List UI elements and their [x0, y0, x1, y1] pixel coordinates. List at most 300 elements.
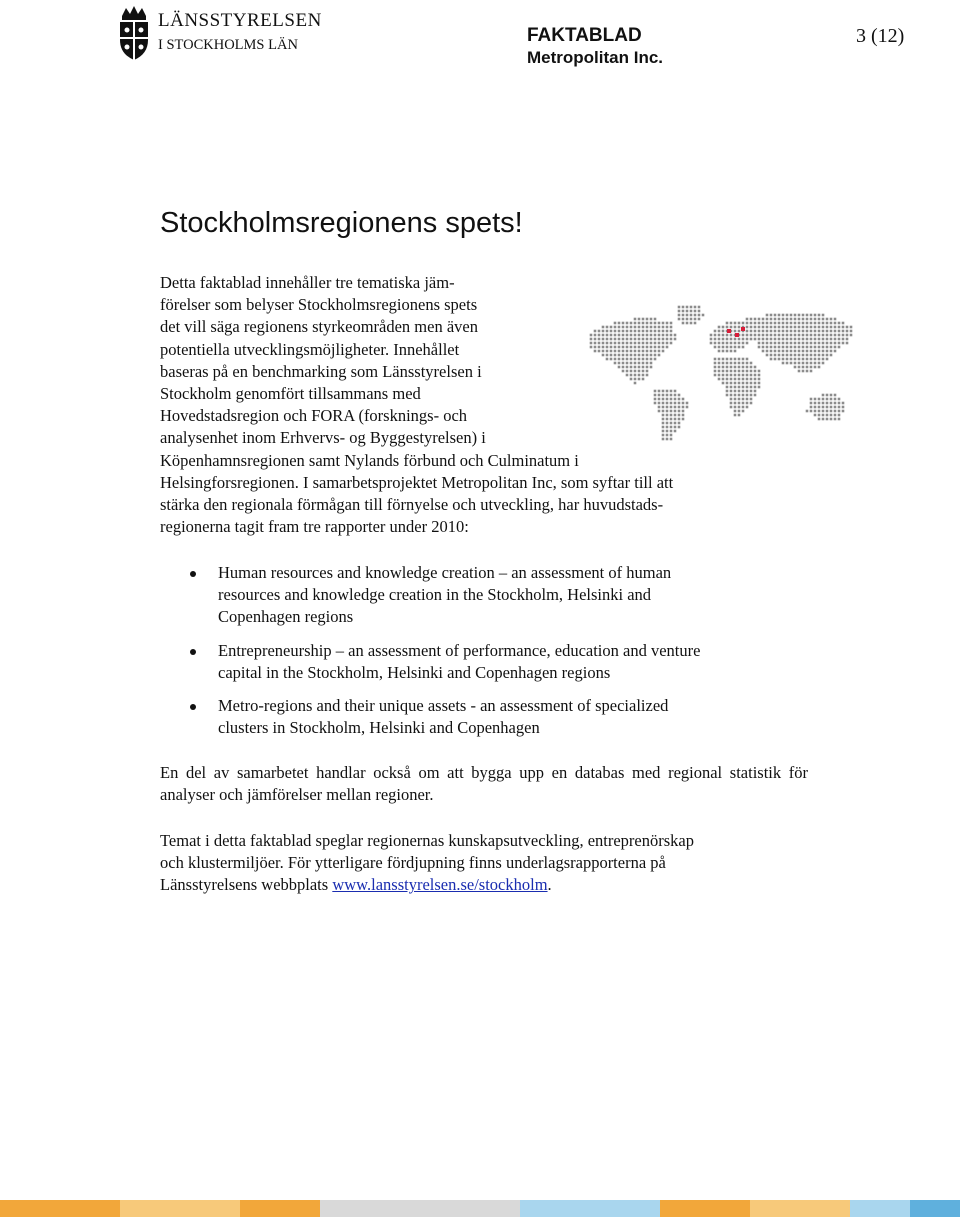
map-dot [842, 410, 845, 413]
map-dot [818, 326, 821, 329]
footer-color-segment [750, 1200, 850, 1217]
map-dot [814, 330, 817, 333]
map-dot [806, 334, 809, 337]
map-dot [790, 338, 793, 341]
intro-line: Stockholm genomfört tillsammans med [160, 384, 421, 404]
map-dot [782, 330, 785, 333]
map-dot [830, 418, 833, 421]
map-dot [818, 398, 821, 401]
map-dot [826, 342, 829, 345]
map-dot [838, 398, 841, 401]
map-dot [810, 338, 813, 341]
map-dot [826, 326, 829, 329]
map-dot [814, 350, 817, 353]
map-dot [770, 322, 773, 325]
map-dot [774, 354, 777, 357]
map-dot [782, 354, 785, 357]
footer-color-segment [320, 1200, 520, 1217]
map-dot [838, 322, 841, 325]
map-dot [786, 338, 789, 341]
footer-color-segment [520, 1200, 660, 1217]
list-item-line: Metro-regions and their unique assets - an assessment of specialized [218, 696, 669, 716]
map-dot [838, 402, 841, 405]
map-dot [770, 318, 773, 321]
map-dot [818, 342, 821, 345]
map-dot [814, 314, 817, 317]
map-dot [794, 326, 797, 329]
map-dot [838, 338, 841, 341]
map-dot [782, 326, 785, 329]
map-dot [810, 330, 813, 333]
map-dot [766, 350, 769, 353]
map-dot [798, 342, 801, 345]
map-dot [794, 318, 797, 321]
map-dot [798, 338, 801, 341]
map-dot [798, 362, 801, 365]
map-dot [770, 330, 773, 333]
map-dot [786, 314, 789, 317]
map-dot [770, 346, 773, 349]
map-dot [762, 346, 765, 349]
map-dot [818, 346, 821, 349]
map-dot [822, 318, 825, 321]
map-dot [822, 322, 825, 325]
map-dot [834, 322, 837, 325]
map-dot [826, 338, 829, 341]
organization-name: Metropolitan Inc. [527, 48, 663, 67]
map-dot [818, 314, 821, 317]
map-dot [822, 342, 825, 345]
list-item-line: Entrepreneurship – an assessment of performance, education and venture [218, 640, 701, 660]
map-dot [818, 362, 821, 365]
map-dot [814, 366, 817, 369]
map-dot [798, 354, 801, 357]
map-dot [838, 326, 841, 329]
map-dot [794, 342, 797, 345]
map-dot [786, 326, 789, 329]
map-dot [786, 350, 789, 353]
map-dot [846, 338, 849, 341]
map-dot [810, 358, 813, 361]
map-dot [778, 354, 781, 357]
map-dot [814, 414, 817, 417]
map-dot [778, 318, 781, 321]
logo-line2: I STOCKHOLMS LÄN [158, 37, 298, 53]
map-dot [766, 346, 769, 349]
map-dot [826, 334, 829, 337]
map-dot [778, 314, 781, 317]
map-dot [774, 334, 777, 337]
map-dot [846, 326, 849, 329]
theme-line-prefix: Länsstyrelsens webbplats [160, 875, 333, 895]
map-dot [846, 342, 849, 345]
map-dot [818, 414, 821, 417]
map-dot [806, 410, 809, 413]
map-dot [790, 354, 793, 357]
intro-line: Hovedstadsregion och FORA (forsknings- och [160, 406, 468, 426]
map-dot [826, 406, 829, 409]
map-dot [830, 398, 833, 401]
map-dot [834, 402, 837, 405]
map-dot [818, 418, 821, 421]
map-dot [762, 322, 765, 325]
map-dot [810, 398, 813, 401]
map-dot [802, 330, 805, 333]
intro-line: förelser som belyser Stockholmsregionens spets [160, 295, 478, 315]
map-dot [806, 326, 809, 329]
map-dot [810, 362, 813, 365]
map-dot [762, 350, 765, 353]
map-dot [822, 334, 825, 337]
map-dot [774, 342, 777, 345]
map-dot [766, 318, 769, 321]
map-dot [798, 334, 801, 337]
map-dot [814, 346, 817, 349]
map-dot [802, 318, 805, 321]
map-dot [790, 362, 793, 365]
map-dot [774, 318, 777, 321]
map-dot [814, 402, 817, 405]
map-dot [826, 350, 829, 353]
map-dot [818, 350, 821, 353]
map-dot [822, 314, 825, 317]
map-dot [794, 346, 797, 349]
map-dot [830, 326, 833, 329]
map-dot [822, 410, 825, 413]
map-dot [822, 398, 825, 401]
map-dot [830, 414, 833, 417]
map-dot [830, 338, 833, 341]
footer-color-segment [0, 1200, 120, 1217]
map-dot [842, 338, 845, 341]
map-dot [794, 350, 797, 353]
list-item-line: clusters in Stockholm, Helsinki and Copenhagen [218, 718, 540, 738]
map-dot [822, 350, 825, 353]
map-dot [818, 338, 821, 341]
map-dot [806, 342, 809, 345]
map-dot [822, 418, 825, 421]
map-dot [782, 362, 785, 365]
map-dot [834, 338, 837, 341]
map-dot [810, 318, 813, 321]
map-dot [786, 330, 789, 333]
map-dot [822, 338, 825, 341]
crown-shield-icon [114, 4, 154, 62]
map-dot [766, 322, 769, 325]
footer-color-segment [120, 1200, 240, 1217]
map-dot [838, 334, 841, 337]
map-dot [774, 314, 777, 317]
map-dot [794, 330, 797, 333]
map-dot [826, 358, 829, 361]
map-dot [782, 338, 785, 341]
map-dot [830, 410, 833, 413]
map-dot [778, 326, 781, 329]
map-dot [770, 334, 773, 337]
map-dot [818, 322, 821, 325]
map-dot [806, 318, 809, 321]
map-dot [842, 334, 845, 337]
map-dot [786, 362, 789, 365]
map-dot [822, 414, 825, 417]
map-dot [782, 342, 785, 345]
map-dot [850, 326, 853, 329]
map-dot [806, 322, 809, 325]
map-dot [802, 358, 805, 361]
list-item-line: Human resources and knowledge creation – an assessment of human [218, 563, 672, 582]
map-dot [798, 322, 801, 325]
map-dot [802, 322, 805, 325]
map-dot [782, 346, 785, 349]
map-dot [762, 326, 765, 329]
map-dot [830, 342, 833, 345]
map-dot [842, 326, 845, 329]
map-dot [818, 358, 821, 361]
map-dot [834, 326, 837, 329]
map-dot [838, 330, 841, 333]
bullet-icon [190, 649, 196, 655]
map-dot [798, 350, 801, 353]
map-dot [790, 346, 793, 349]
theme-line: Temat i detta faktablad speglar regionernas kunskapsutveckling, entreprenörskap [160, 831, 694, 850]
map-dot [802, 370, 805, 373]
map-dot [766, 334, 769, 337]
map-dot [838, 414, 841, 417]
map-dot [782, 318, 785, 321]
page-title: Stockholmsregionens spets! [160, 207, 523, 239]
map-dot [834, 334, 837, 337]
map-dot [790, 342, 793, 345]
map-dot [818, 406, 821, 409]
map-dot [806, 366, 809, 369]
map-dot [786, 358, 789, 361]
map-dot [830, 350, 833, 353]
map-dot [802, 362, 805, 365]
map-dot [778, 358, 781, 361]
map-dot [834, 394, 837, 397]
map-dot [814, 326, 817, 329]
map-dot [830, 330, 833, 333]
map-dot [802, 326, 805, 329]
map-dot [814, 342, 817, 345]
map-dot [802, 342, 805, 345]
map-dot [818, 330, 821, 333]
report-list [160, 562, 800, 750]
bullet-icon [190, 704, 196, 710]
map-dot [766, 354, 769, 357]
map-dot [806, 346, 809, 349]
map-dot [790, 314, 793, 317]
list-item [160, 695, 800, 739]
list-item [160, 562, 800, 629]
map-dot [822, 346, 825, 349]
map-dot [830, 354, 833, 357]
map-dot [834, 418, 837, 421]
page-number: 3 (12) [856, 25, 905, 47]
map-dot [786, 322, 789, 325]
map-dot [826, 410, 829, 413]
map-dot [794, 338, 797, 341]
map-dot [782, 358, 785, 361]
intro-line: baseras på en benchmarking som Länsstyrelsen i [160, 361, 482, 381]
map-dot [810, 350, 813, 353]
map-dot [786, 354, 789, 357]
map-dot [770, 326, 773, 329]
map-dot [846, 334, 849, 337]
map-dot [814, 338, 817, 341]
map-dot [830, 346, 833, 349]
map-dot [834, 350, 837, 353]
map-dot [798, 326, 801, 329]
doc-type: FAKTABLAD [527, 25, 642, 46]
map-dot [834, 414, 837, 417]
map-dot [826, 318, 829, 321]
map-dot [806, 338, 809, 341]
map-dot [790, 358, 793, 361]
map-dot [810, 406, 813, 409]
map-dot [838, 346, 841, 349]
map-dot [794, 354, 797, 357]
map-dot [834, 342, 837, 345]
map-dot [770, 350, 773, 353]
map-dot [798, 314, 801, 317]
map-dot [818, 410, 821, 413]
map-dot [790, 334, 793, 337]
map-dot [778, 334, 781, 337]
map-dot [774, 330, 777, 333]
map-dot [770, 314, 773, 317]
map-dot [822, 362, 825, 365]
map-dot [790, 318, 793, 321]
list-item-line: resources and knowledge creation in the Stockholm, Helsinki and [218, 585, 652, 605]
map-dot [806, 354, 809, 357]
map-dot [766, 326, 769, 329]
map-dot [806, 330, 809, 333]
map-dot [838, 418, 841, 421]
map-dot [802, 366, 805, 369]
map-dot [826, 354, 829, 357]
bullet-icon [190, 571, 196, 577]
map-dot [826, 394, 829, 397]
map-dot [798, 358, 801, 361]
map-dot [802, 334, 805, 337]
map-dot [802, 338, 805, 341]
intro-line: stärka den regionala förmågan till förnyelse och utveckling, har huvudstads- [160, 495, 664, 515]
map-dot [790, 326, 793, 329]
map-dot [762, 318, 765, 321]
map-dot [842, 402, 845, 405]
map-dot [770, 358, 773, 361]
map-dot [834, 330, 837, 333]
map-dot [766, 314, 769, 317]
map-dot [762, 330, 765, 333]
footer-color-segment [850, 1200, 910, 1217]
intro-line: regionerna tagit fram tre rapporter under 2010: [160, 517, 469, 537]
map-dot [822, 354, 825, 357]
map-dot [778, 338, 781, 341]
map-dot [838, 410, 841, 413]
map-dot [818, 366, 821, 369]
map-dot [762, 338, 765, 341]
map-dot [786, 342, 789, 345]
map-dot [774, 326, 777, 329]
map-dot [774, 338, 777, 341]
map-dot [806, 358, 809, 361]
map-dot [802, 314, 805, 317]
database-paragraph: En del av samarbetet handlar också om att bygga upp en databas med regional statistik för analyser och jämförelser mellan regioner. [160, 763, 808, 805]
map-dot [810, 346, 813, 349]
map-dot [774, 346, 777, 349]
map-dot [806, 350, 809, 353]
map-dot [822, 330, 825, 333]
map-dot [814, 398, 817, 401]
map-dot [830, 322, 833, 325]
map-dot [826, 346, 829, 349]
map-dot [830, 406, 833, 409]
map-dot [798, 366, 801, 369]
list-item [160, 640, 800, 684]
lansstyrelsen-logo [114, 4, 322, 62]
map-dot [802, 346, 805, 349]
map-dot [798, 346, 801, 349]
website-link[interactable]: www.lansstyrelsen.se/stockholm [332, 875, 548, 895]
map-dot [822, 402, 825, 405]
map-dot [834, 406, 837, 409]
map-dot [830, 394, 833, 397]
map-dot [818, 334, 821, 337]
map-dot [766, 338, 769, 341]
map-dot [778, 322, 781, 325]
map-dot [810, 334, 813, 337]
map-dot [794, 358, 797, 361]
map-dot [834, 398, 837, 401]
map-dot [766, 342, 769, 345]
map-dot [778, 342, 781, 345]
map-dot [782, 322, 785, 325]
map-dot [778, 330, 781, 333]
intro-line: det vill säga regionens styrkeområden men även [160, 317, 478, 337]
map-dot [826, 414, 829, 417]
map-dot [810, 322, 813, 325]
map-dot [806, 362, 809, 365]
map-dot [762, 342, 765, 345]
map-dot [842, 322, 845, 325]
intro-line: Helsingforsregionen. I samarbetsprojektet Metropolitan Inc, som syftar till att [160, 472, 674, 492]
map-dot [814, 318, 817, 321]
map-dot [822, 358, 825, 361]
map-dot [774, 350, 777, 353]
map-dot [798, 370, 801, 373]
theme-line: och klustermiljöer. För ytterligare fördjupning finns underlagsrapporterna på [160, 853, 666, 873]
map-dot [842, 330, 845, 333]
map-dot [822, 394, 825, 397]
map-dot [814, 354, 817, 357]
map-dot [790, 330, 793, 333]
map-dot [822, 406, 825, 409]
map-dot [770, 354, 773, 357]
map-dot [818, 354, 821, 357]
map-dot [782, 314, 785, 317]
map-dot [802, 350, 805, 353]
map-dot [814, 358, 817, 361]
map-dot [794, 334, 797, 337]
intro-line: potentiella utvecklingsmöjligheter. Innehållet [160, 339, 460, 359]
map-dot [826, 418, 829, 421]
list-item-line: Copenhagen regions [218, 607, 354, 627]
map-dot [850, 334, 853, 337]
map-dot [842, 406, 845, 409]
map-dot [826, 402, 829, 405]
